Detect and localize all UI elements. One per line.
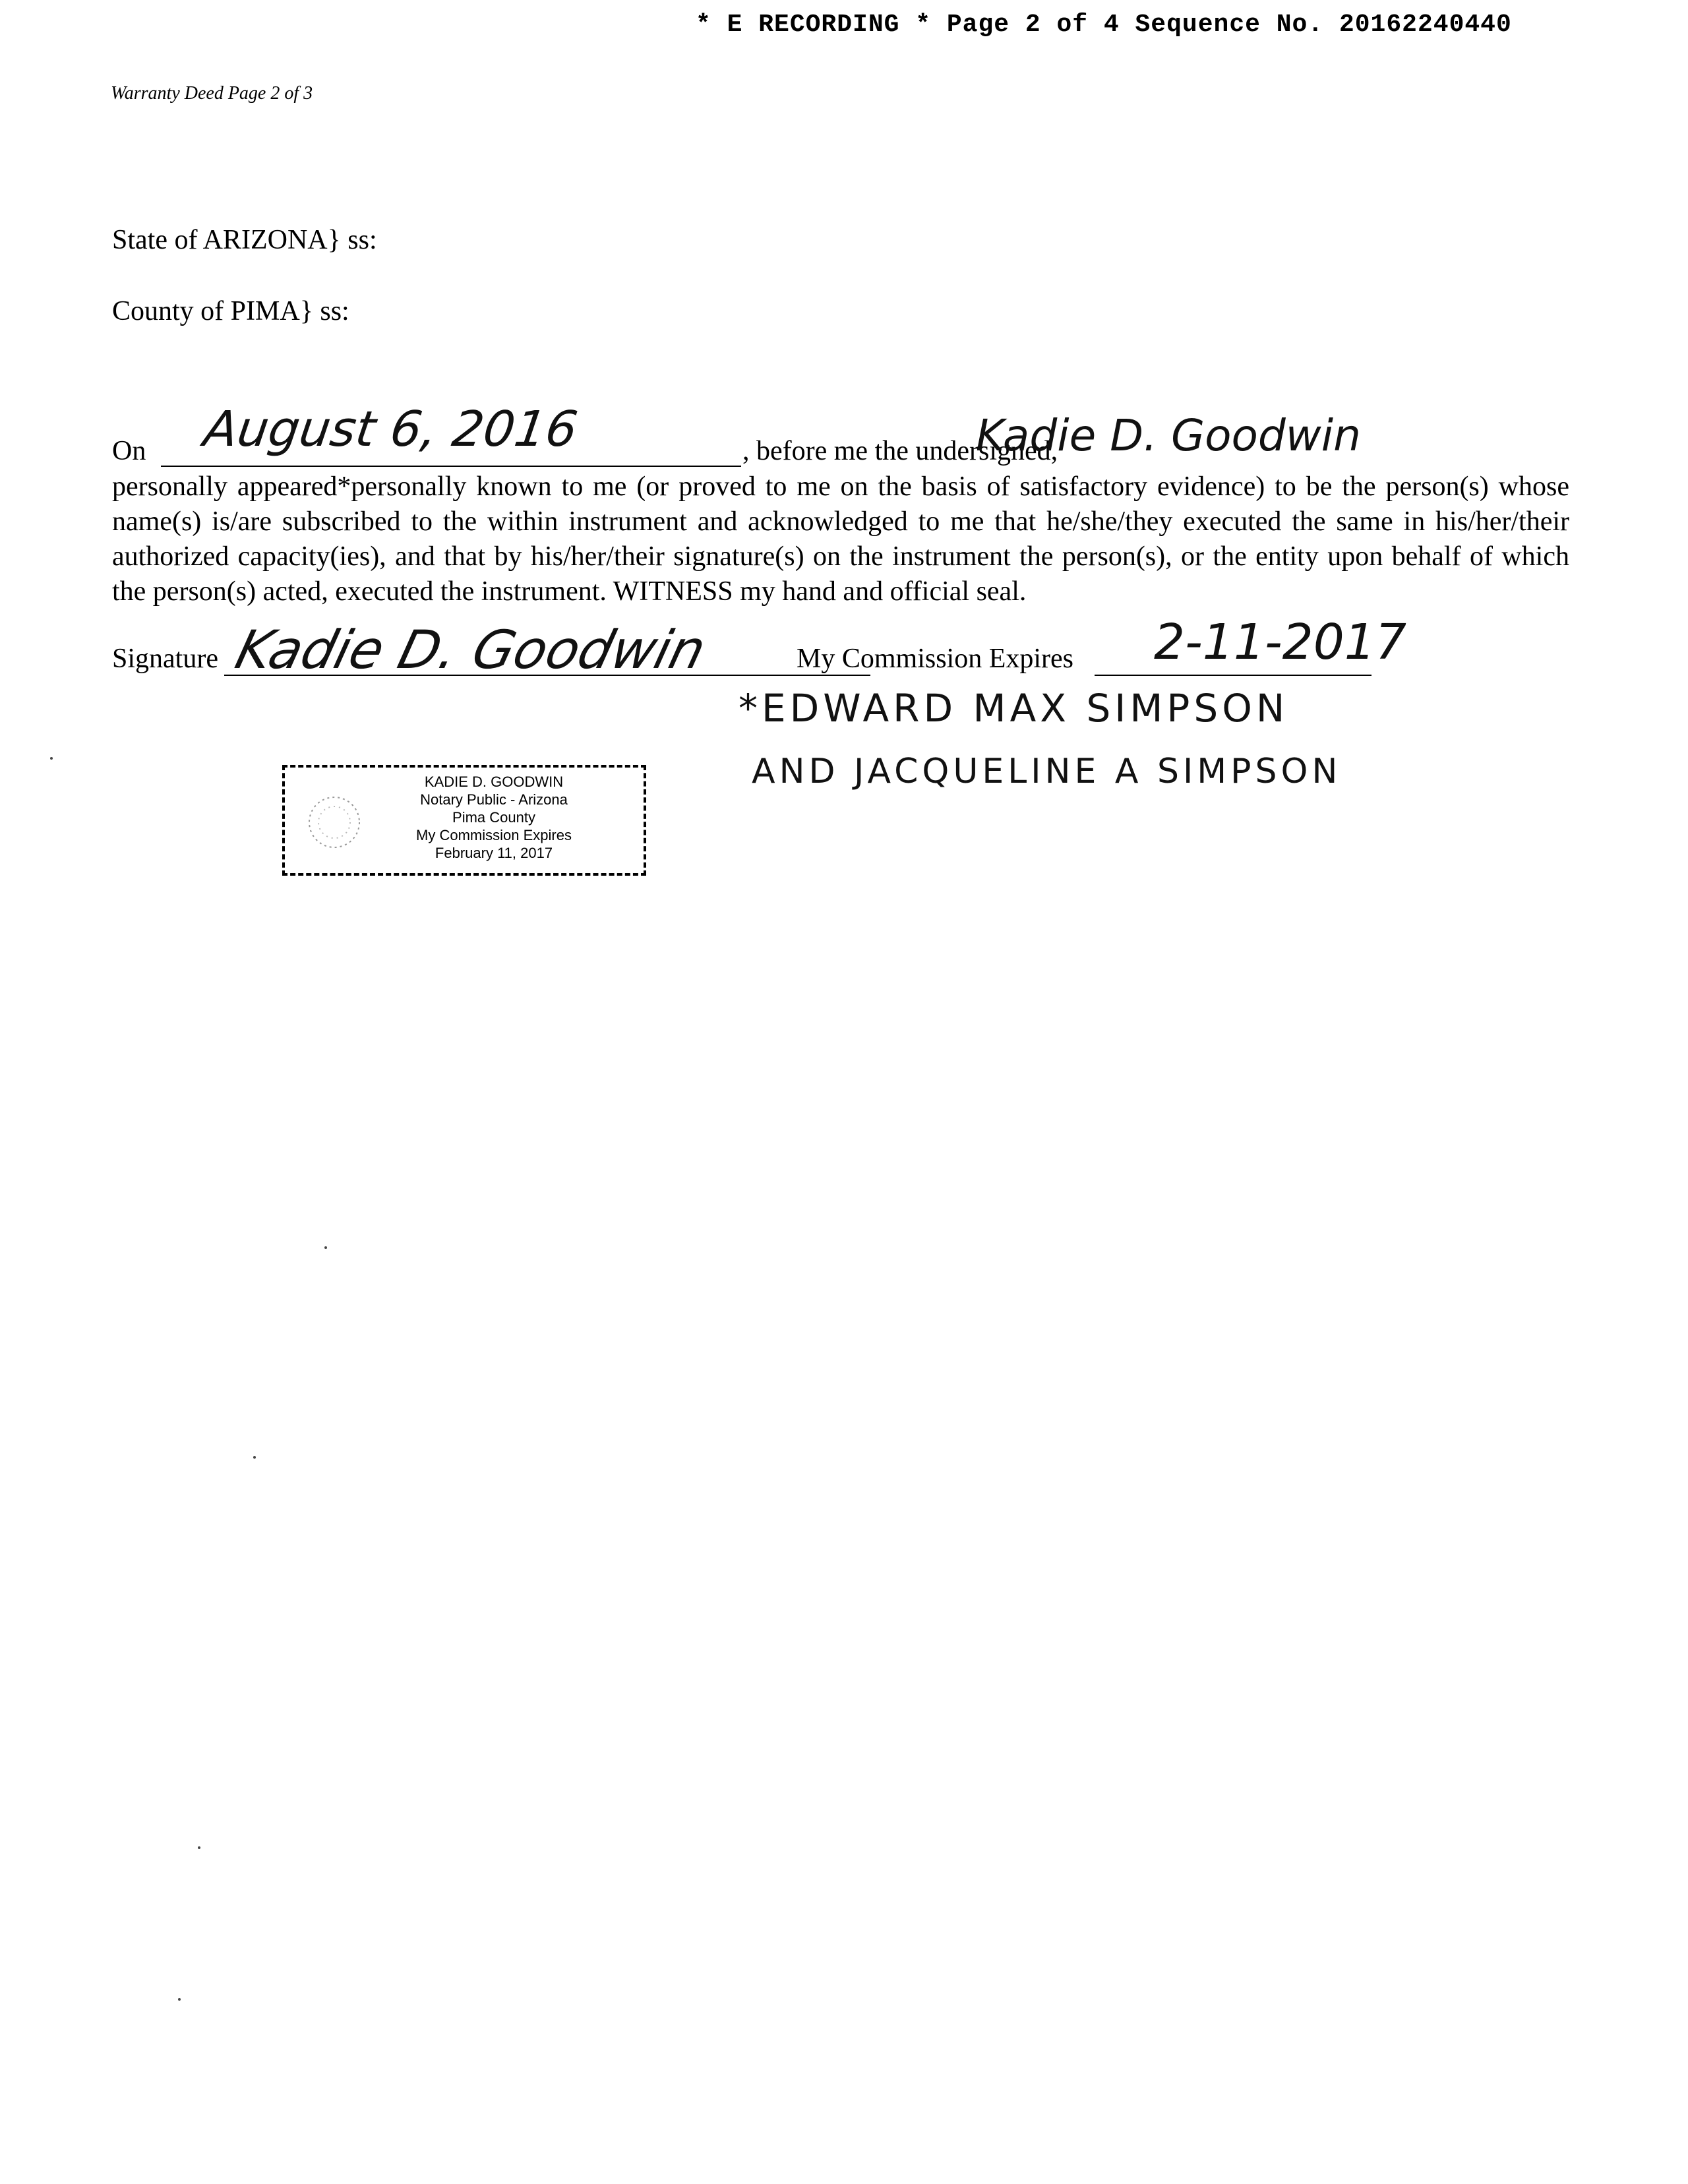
before-me-text: , before me the undersigned,	[742, 436, 1058, 466]
notary-stamp	[282, 765, 646, 876]
expiration-blank-line	[1095, 675, 1372, 676]
date-blank-line	[161, 466, 741, 467]
stamp-notary-name: KADIE D. GOODWIN	[424, 774, 564, 790]
on-label: On	[112, 436, 146, 466]
recording-header: * E RECORDING * Page 2 of 4 Sequence No. 20162240440	[696, 11, 1512, 39]
commission-expires-label: My Commission Expires	[797, 644, 1074, 674]
county-venue-line: County of PIMA} ss:	[112, 296, 349, 326]
handwritten-party-line-1: *EDWARD MAX SIMPSON	[738, 686, 1289, 731]
handwritten-expiration: 2-11-2017	[1154, 614, 1406, 671]
scan-speck	[50, 757, 53, 760]
deed-page-label: Warranty Deed Page 2 of 3	[111, 83, 313, 104]
scan-speck	[198, 1846, 200, 1849]
signature-label: Signature	[112, 644, 218, 674]
handwritten-date: August 6, 2016	[200, 401, 581, 458]
state-venue-line: State of ARIZONA} ss:	[112, 225, 377, 255]
scan-speck	[324, 1246, 327, 1249]
handwritten-signature: Kadie D. Goodwin	[229, 619, 712, 681]
notary-stamp-text	[285, 773, 644, 862]
handwritten-notary-name: Kadie D. Goodwin	[976, 410, 1361, 461]
stamp-county: Pima County	[452, 809, 535, 826]
scan-speck	[253, 1456, 256, 1459]
stamp-expiration: February 11, 2017	[435, 845, 553, 861]
stamp-commission-label: My Commission Expires	[416, 827, 572, 843]
handwritten-party-line-2: AND JACQUELINE A SIMPSON	[752, 752, 1342, 791]
scan-speck	[178, 1998, 181, 2001]
acknowledgment-body: personally appeared*personally known to me (or proved to me on the basis of satisfactory evidence) to be the person(s) whose name(s) is/are subscribed to the within instrument and acknowledged to me that he/she/they executed the same in his/her/their authorized capacity(ies), and that by his/her/their signature(s) on the instrument the person(s), or the entity upon behalf of which the person(s) acted, executed the instrument. WITNESS my hand and official seal.	[112, 471, 1569, 607]
stamp-notary-title: Notary Public - Arizona	[420, 791, 568, 808]
